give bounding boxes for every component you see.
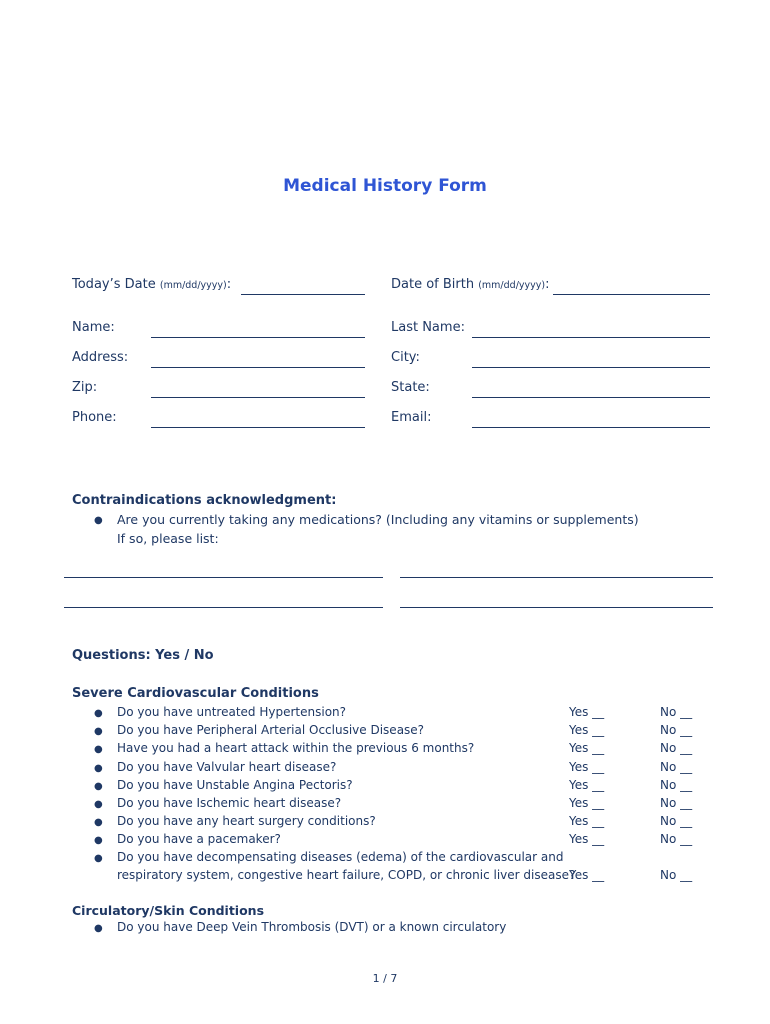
no-option[interactable]: No __ [660, 723, 693, 737]
today-date-label [72, 277, 231, 292]
cardio-question-8: Do you have a pacemaker? [117, 832, 281, 846]
yes-option[interactable]: Yes __ [569, 832, 605, 846]
cardio-heading: Severe Cardiovascular Conditions [72, 686, 319, 701]
today-date-hint: (mm/dd/yyyy) [159, 280, 227, 291]
bullet-icon: ● [94, 853, 103, 864]
page-title: Medical History Form [283, 176, 487, 196]
cardio-question-2: Do you have Peripheral Arterial Occlusive Disease? [117, 723, 425, 737]
circ-heading: Circulatory/Skin Conditions [72, 903, 265, 918]
today-date-colon: : [226, 277, 232, 292]
bullet-icon: ● [94, 744, 103, 755]
city-label: City: [391, 350, 420, 365]
medication-line-1b[interactable] [400, 577, 713, 578]
yes-option[interactable]: Yes __ [569, 814, 605, 828]
questions-heading: Questions: Yes / No [72, 648, 214, 663]
bullet-icon: ● [94, 835, 103, 846]
no-option[interactable]: No __ [660, 705, 693, 719]
bullet-icon: ● [94, 726, 103, 737]
today-date-label-text: Today’s Date [72, 277, 156, 292]
circ-question-1: Do you have Deep Vein Thrombosis (DVT) or a known circulatory [117, 920, 507, 934]
contra-heading: Contraindications acknowledgment: [72, 493, 337, 508]
address-field[interactable] [151, 367, 365, 368]
dob-hint: (mm/dd/yyyy) [478, 280, 546, 291]
address-label: Address: [72, 350, 129, 365]
cardio-question-6: Do you have Ischemic heart disease? [117, 796, 342, 810]
today-date-field[interactable] [241, 294, 365, 295]
bullet-icon: ● [94, 708, 103, 719]
no-option[interactable]: No __ [660, 760, 693, 774]
last-name-field[interactable] [472, 337, 710, 338]
yes-option[interactable]: Yes __ [569, 778, 605, 792]
dob-label [391, 277, 549, 292]
dob-label-text: Date of Birth [391, 277, 475, 292]
yes-option[interactable]: Yes __ [569, 705, 605, 719]
zip-label: Zip: [72, 380, 98, 395]
cardio-question-3: Have you had a heart attack within the previous 6 months? [117, 741, 475, 755]
email-field[interactable] [472, 427, 710, 428]
yes-option[interactable]: Yes __ [569, 741, 605, 755]
cardio-question-4: Do you have Valvular heart disease? [117, 760, 337, 774]
bullet-icon: ● [94, 817, 103, 828]
state-label: State: [391, 380, 430, 395]
cardio-question-7: Do you have any heart surgery conditions? [117, 814, 376, 828]
yes-option[interactable]: Yes __ [569, 868, 605, 882]
state-field[interactable] [472, 397, 710, 398]
phone-field[interactable] [151, 427, 365, 428]
bullet-icon: ● [94, 781, 103, 792]
no-option[interactable]: No __ [660, 868, 693, 882]
bullet-icon: ● [94, 515, 103, 526]
contra-question-2: If so, please list: [117, 531, 219, 546]
cardio-question-1: Do you have untreated Hypertension? [117, 705, 347, 719]
email-label: Email: [391, 410, 432, 425]
cardio-question-5: Do you have Unstable Angina Pectoris? [117, 778, 353, 792]
medication-line-2a[interactable] [64, 607, 383, 608]
contra-question: Are you currently taking any medications? (Including any vitamins or supplements) [117, 512, 639, 527]
cardio-question-9-line2: respiratory system, congestive heart failure, COPD, or chronic liver disease? [117, 868, 576, 882]
medication-line-2b[interactable] [400, 607, 713, 608]
page-number: 1 / 7 [372, 972, 398, 985]
cardio-question-9-line1: Do you have decompensating diseases (edema) of the cardiovascular and [117, 850, 564, 864]
dob-field[interactable] [553, 294, 710, 295]
dob-colon: : [545, 277, 550, 292]
no-option[interactable]: No __ [660, 796, 693, 810]
last-name-label: Last Name: [391, 320, 465, 335]
phone-label: Phone: [72, 410, 117, 425]
bullet-icon: ● [94, 799, 103, 810]
no-option[interactable]: No __ [660, 778, 693, 792]
yes-option[interactable]: Yes __ [569, 760, 605, 774]
medication-line-1a[interactable] [64, 577, 383, 578]
yes-option[interactable]: Yes __ [569, 796, 605, 810]
bullet-icon: ● [94, 923, 103, 934]
city-field[interactable] [472, 367, 710, 368]
yes-option[interactable]: Yes __ [569, 723, 605, 737]
name-field[interactable] [151, 337, 365, 338]
no-option[interactable]: No __ [660, 741, 693, 755]
no-option[interactable]: No __ [660, 814, 693, 828]
no-option[interactable]: No __ [660, 832, 693, 846]
name-label: Name: [72, 320, 115, 335]
zip-field[interactable] [151, 397, 365, 398]
bullet-icon: ● [94, 763, 103, 774]
